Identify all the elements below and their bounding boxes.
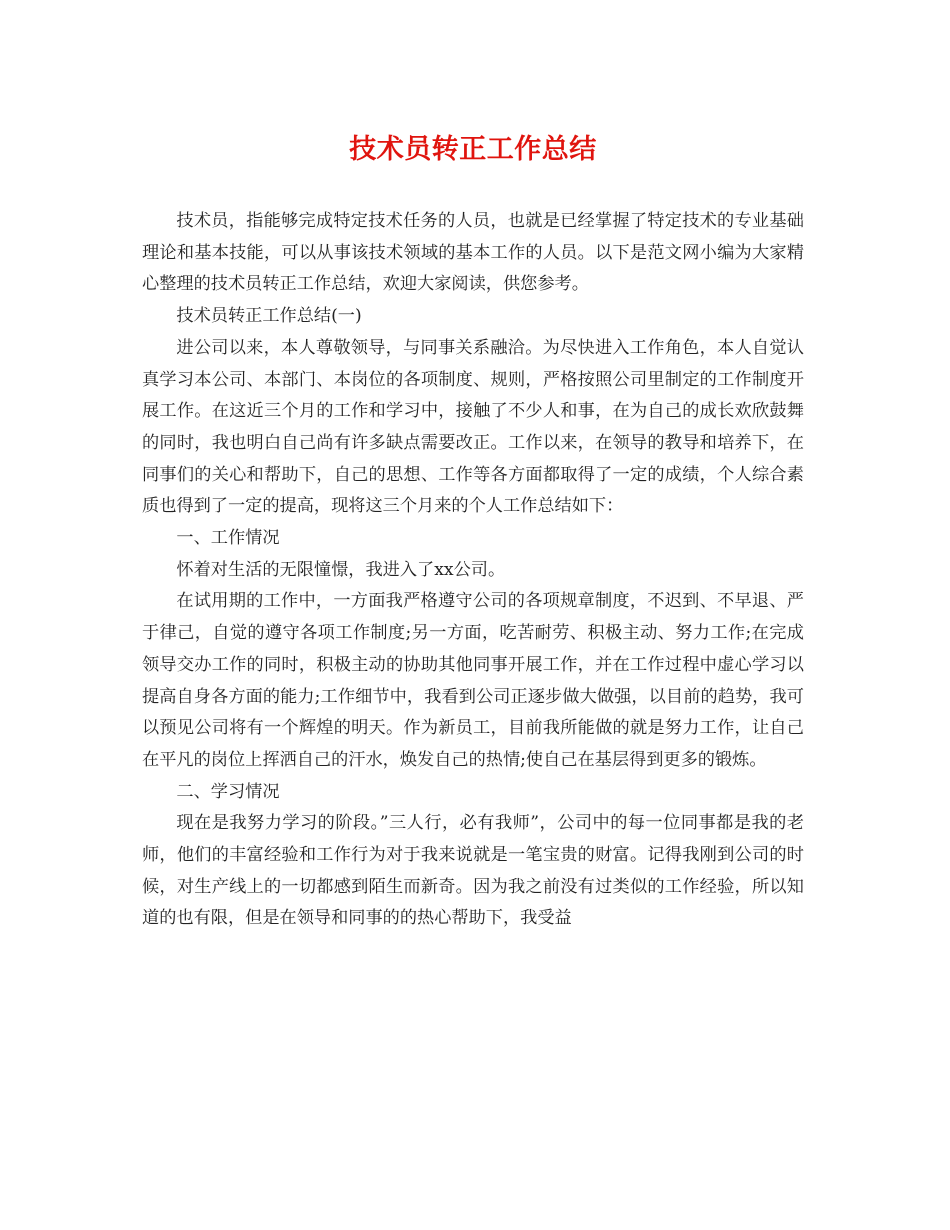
body-paragraph: 进公司以来，本人尊敬领导，与同事关系融洽。为尽快进入工作角色，本人自觉认真学习本公司、本部门、本岗位的各项制度、规则，严格按照公司里制定的工作制度开展工作。在这近三个月的工作和学习中，接触了不少人和事，在为自己的成长欢欣鼓舞的同时，我也明白自己尚有许多缺点需要改正。工作以来，在领导的教导和培养下，在同事们的关心和帮助下，自己的思想、工作等各方面都取得了一定的成绩，个人综合素质也得到了一定的提高，现将这三个月来的个人工作总结如下： — [142, 337, 804, 517]
section-heading-work: 一、工作情况 — [176, 528, 280, 549]
body-paragraph: 现在是我努力学习的阶段。”三人行，必有我师”，公司中的每一位同事都是我的老师，他们的丰富经验和工作行为对于我来说就是一笔宝贵的财富。记得我刚到公司的时候，对生产线上的一切都感到陌生而新奇。因为我之前没有过类似的工作经验，所以知道的也有限，但是在领导和同事的的热心帮助下，我受益 — [142, 813, 804, 929]
document-body — [142, 206, 804, 935]
document-title: 技术员转正工作总结 — [349, 134, 597, 165]
body-paragraph: 在试用期的工作中，一方面我严格遵守公司的各项规章制度，不迟到、不早退、严于律己，自觉的遵守各项工作制度;另一方面，吃苦耐劳、积极主动、努力工作;在完成领导交办工作的同时，积极主动的协助其他同事开展工作，并在工作过程中虚心学习以提高自身各方面的能力;工作细节中，我看到公司正逐步做大做强，以目前的趋势，我可以预见公司将有一个辉煌的明天。作为新员工，目前我所能做的就是努力工作，让自己在平凡的岗位上挥洒自己的汗水，焕发自己的热情;使自己在基层得到更多的锻炼。 — [142, 591, 804, 770]
section-heading-summary-one: 技术员转正工作总结(一) — [176, 306, 362, 327]
section-heading-study: 二、学习情况 — [176, 781, 280, 802]
body-paragraph: 怀着对生活的无限憧憬，我进入了xx公司。 — [176, 559, 506, 580]
intro-paragraph: 技术员，指能够完成特定技术任务的人员，也就是已经掌握了特定技术的专业基础理论和基本技能，可以从事该技术领域的基本工作的人员。以下是范文网小编为大家精心整理的技术员转正工作总结，欢迎大家阅读，供您参考。 — [142, 211, 804, 295]
